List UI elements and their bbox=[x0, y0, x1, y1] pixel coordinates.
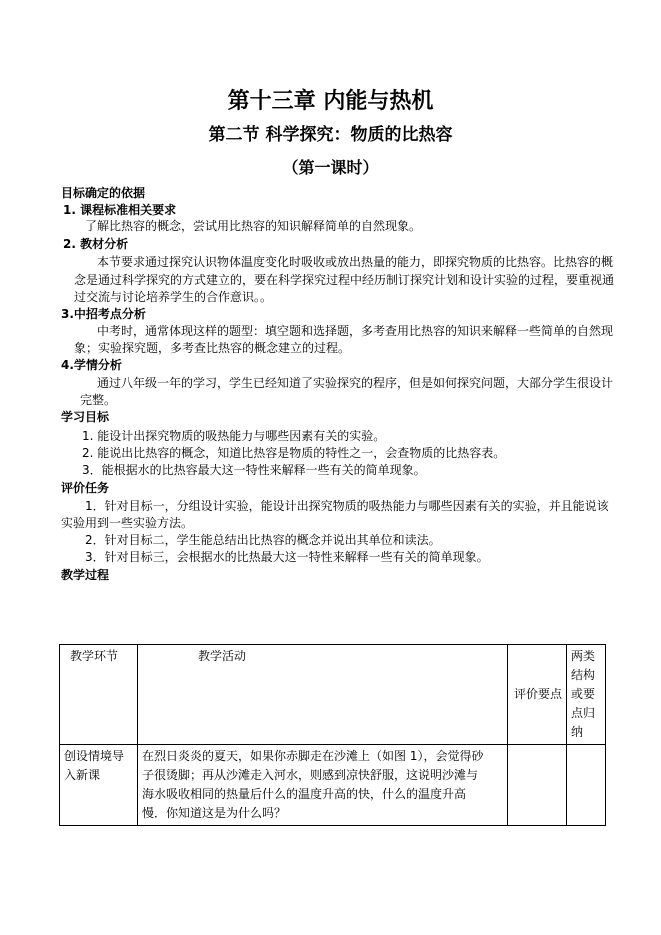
s2-line: 过交流与讨论培养学生的合作意识。。 bbox=[74, 290, 273, 304]
task-line: 1．针对目标一，分组设计实验，能设计出探究物质的吸热能力与哪些因素有关的实验，并且能说该 bbox=[85, 499, 609, 513]
goals-heading: 学习目标 bbox=[61, 410, 110, 424]
cell-stage: 创设情境导入新课 bbox=[60, 745, 138, 826]
basis-heading: 目标确定的依据 bbox=[61, 186, 146, 200]
task-line: 3．针对目标三，会根据水的比热最大这一特性来解释一些有关的简单现象。 bbox=[85, 550, 489, 564]
cell-eval bbox=[508, 745, 567, 826]
s2-line: 本节要求通过探究认识物体温度变化时吸收或放出热量的能力，即探究物质的比热容。比热容的概 bbox=[97, 255, 614, 269]
header-stage: 教学环节 bbox=[60, 645, 138, 745]
s3-line: 中考时，通常体现这样的题型：填空题和选择题，多考查用比热容的知识来解释一些简单的自然现 bbox=[97, 324, 614, 338]
teaching-process-table bbox=[59, 644, 606, 826]
s2-title: 2. 教材分析 bbox=[63, 237, 129, 251]
tasks-heading: 评价任务 bbox=[61, 481, 110, 495]
task-line: 2．针对目标二，学生能总结出比热容的概念并说出其单位和读法。 bbox=[85, 533, 441, 547]
cell-summary bbox=[567, 745, 606, 826]
header-activity: 教学活动 bbox=[138, 645, 508, 745]
s1-title: 1. 课程标准相关要求 bbox=[63, 203, 177, 217]
table-header-row bbox=[60, 645, 606, 745]
goal-item: 3．能根据水的比热容最大这一特性来解释一些有关的简单现象。 bbox=[82, 463, 426, 477]
chapter-title: 第十三章 内能与热机 bbox=[227, 88, 434, 114]
cell-activity: 在烈日炎炎的夏天，如果你赤脚走在沙滩上（如图 1），会觉得砂子很烫脚；再从沙滩走入河水，则感到凉快舒服，这说明沙滩与海水吸收相同的热量后什么的温度升高的快，什么的温度升高慢．你知道这是为什么吗？ bbox=[138, 745, 508, 826]
process-heading: 教学过程 bbox=[61, 568, 110, 582]
s4-title: 4.学情分析 bbox=[61, 358, 122, 372]
header-eval: 评价要点 bbox=[508, 645, 567, 745]
lesson-label: （第一课时） bbox=[282, 158, 379, 177]
table-row bbox=[60, 745, 606, 826]
s3-title: 3.中招考点分析 bbox=[61, 307, 146, 321]
task-line: 实验用到一些实验方法。 bbox=[61, 516, 194, 530]
header-summary: 两类结构或要点归纳 bbox=[567, 645, 606, 745]
goal-item: 2. 能说出比热容的概念，知道比热容是物质的特性之一，会查物质的比热容表。 bbox=[82, 446, 506, 460]
s3-line: 象；实验探究题，多考查比热容的概念建立的过程。 bbox=[74, 341, 351, 355]
section-title: 第二节 科学探究：物质的比热容 bbox=[208, 125, 453, 145]
goal-item: 1. 能设计出探究物质的吸热能力与哪些因素有关的实验。 bbox=[82, 429, 386, 443]
s1-text: 了解比热容的概念，尝试用比热容的知识解释简单的自然现象。 bbox=[85, 219, 422, 233]
s4-line: 完整。 bbox=[80, 393, 117, 407]
s4-line: 通过八年级一年的学习，学生已经知道了实验探究的程序，但是如何探究问题，大部分学生很设计 bbox=[97, 376, 614, 390]
s2-line: 念是通过科学探究的方式建立的，要在科学探究过程中经历制订探究计划和设计实验的过程，要重视通 bbox=[74, 273, 615, 287]
